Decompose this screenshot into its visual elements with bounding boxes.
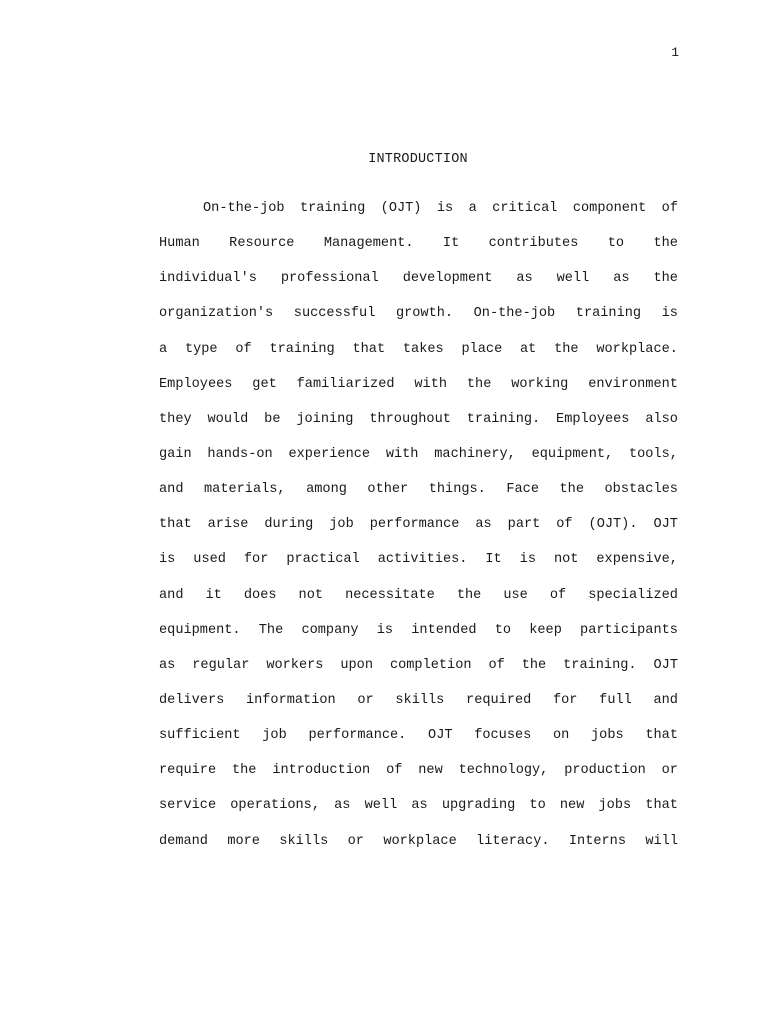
word: job — [329, 517, 354, 533]
word: company — [301, 622, 359, 638]
word: participants — [580, 622, 678, 638]
word: equipment, — [531, 446, 614, 462]
word: Resource — [229, 236, 295, 252]
word: is — [376, 622, 394, 638]
word: and — [653, 692, 678, 708]
word: introduction — [272, 763, 371, 779]
word: information — [245, 692, 336, 708]
word: training — [269, 341, 335, 357]
word: training — [575, 306, 642, 322]
word: skills — [279, 833, 329, 849]
word: professional — [280, 271, 379, 287]
word: the — [456, 587, 482, 603]
word: of — [386, 763, 403, 779]
word: technology, — [458, 763, 549, 779]
word: intended — [411, 622, 477, 638]
word: On-the-job — [203, 201, 285, 216]
word: get — [252, 376, 277, 392]
word: the — [559, 482, 584, 498]
word: environment — [588, 376, 678, 392]
word: skills — [395, 692, 445, 708]
word: will — [645, 833, 678, 849]
paragraph-line — [159, 407, 678, 442]
word: use — [503, 587, 528, 603]
word: contributes — [488, 236, 579, 252]
word: used — [193, 552, 226, 568]
word: arise — [207, 517, 249, 533]
word: require — [159, 763, 217, 779]
word: demand — [159, 833, 208, 849]
word: the — [231, 763, 257, 779]
word: is — [159, 552, 176, 568]
word: It — [442, 236, 460, 252]
word: OJT — [428, 728, 453, 744]
word: at — [520, 341, 537, 357]
word: type — [184, 341, 218, 357]
word: well — [364, 798, 398, 814]
word: delivers — [159, 692, 225, 708]
word: workplace — [383, 833, 457, 849]
word: throughout — [369, 411, 451, 427]
word: workplace. — [596, 341, 678, 357]
word: does — [243, 587, 277, 603]
word: Human — [159, 236, 200, 252]
word: place — [461, 341, 503, 357]
word: materials, — [204, 482, 286, 498]
word: on — [553, 728, 570, 744]
word: Employees — [159, 376, 233, 392]
word: new — [418, 763, 443, 779]
word: the — [521, 657, 547, 673]
paragraph-line — [159, 231, 678, 266]
word: (OJT) — [380, 201, 422, 216]
word: practical — [286, 552, 360, 568]
word: of — [549, 587, 567, 603]
word: of — [556, 517, 573, 533]
word: the — [554, 341, 579, 357]
word: upon — [340, 657, 373, 673]
word: successful — [293, 306, 376, 322]
word: also — [645, 411, 678, 427]
page-number: 1 — [671, 45, 679, 60]
word: things. — [428, 482, 486, 498]
word: equipment. — [159, 622, 241, 638]
word: takes — [402, 341, 444, 357]
word: upgrading — [441, 798, 516, 814]
word: that — [645, 798, 678, 814]
word: to — [494, 622, 512, 638]
word: that — [159, 517, 192, 533]
word: for — [243, 552, 269, 568]
word: training — [299, 201, 366, 216]
word: completion — [389, 657, 472, 673]
word: It — [485, 552, 502, 568]
word: during — [264, 517, 314, 533]
paragraph-line — [159, 723, 678, 758]
word: of — [235, 341, 252, 357]
word: of — [488, 657, 505, 673]
word: growth. — [395, 306, 454, 322]
word: or — [347, 833, 364, 849]
section-heading: INTRODUCTION — [368, 152, 468, 167]
word: specialized — [588, 587, 678, 603]
word: part — [507, 517, 541, 533]
word: performance. — [308, 728, 407, 744]
word: is — [661, 306, 678, 322]
word: as — [159, 657, 176, 673]
word: as — [411, 798, 428, 814]
word: service — [159, 798, 217, 814]
word: production — [564, 763, 646, 779]
word: (OJT). — [588, 517, 638, 533]
word: not — [553, 552, 579, 568]
word: that — [645, 728, 678, 744]
word: necessitate — [345, 587, 435, 603]
word: Face — [506, 482, 539, 498]
paragraph-line — [159, 758, 678, 793]
word: to — [607, 236, 625, 252]
paragraph-line — [159, 618, 678, 653]
word: or — [357, 692, 374, 708]
word: to — [529, 798, 546, 814]
word: the — [653, 236, 678, 252]
word: working — [511, 376, 569, 392]
word: obstacles — [604, 482, 678, 498]
word: and — [159, 587, 184, 603]
word: Employees — [556, 411, 630, 427]
word: organization's — [159, 306, 274, 322]
word: performance — [369, 517, 460, 533]
word: as — [613, 271, 630, 287]
word: training. — [466, 411, 541, 427]
word: well — [556, 271, 590, 287]
word: among — [306, 482, 347, 498]
word: gain — [159, 446, 192, 462]
word: OJT — [653, 517, 678, 533]
paragraph-line — [159, 829, 678, 864]
word: jobs — [591, 728, 624, 744]
word: Management. — [323, 236, 414, 252]
word: with — [414, 376, 448, 392]
word: it — [205, 587, 222, 603]
word: the — [466, 376, 492, 392]
word: component — [572, 201, 647, 216]
word: required — [466, 692, 532, 708]
word: training. — [563, 657, 637, 673]
word: as — [516, 271, 533, 287]
word: full — [599, 692, 632, 708]
word: hands-on — [207, 446, 273, 462]
word: would — [207, 411, 249, 427]
word: tools, — [628, 446, 678, 462]
word: literacy. — [476, 833, 550, 849]
word: OJT — [653, 657, 678, 673]
paragraph-line — [159, 547, 678, 582]
paragraph-line — [159, 301, 678, 336]
word: workers — [266, 657, 324, 673]
word: focuses — [474, 728, 532, 744]
word: operations, — [230, 798, 320, 814]
word: not — [298, 587, 324, 603]
word: and — [159, 482, 184, 498]
word: new — [559, 798, 585, 814]
paragraph-line — [159, 583, 678, 618]
word: individual's — [159, 271, 257, 287]
word: activities. — [377, 552, 468, 568]
paragraph-line — [159, 372, 678, 407]
word: sufficient — [159, 728, 241, 744]
paragraph-line — [159, 337, 678, 372]
word: a — [468, 201, 477, 216]
word: regular — [192, 657, 250, 673]
word: On-the-job — [473, 306, 556, 322]
word: they — [159, 411, 192, 427]
paragraph-line — [159, 688, 678, 723]
body-paragraph — [159, 196, 678, 864]
word: development — [402, 271, 493, 287]
word: jobs — [598, 798, 632, 814]
word: as — [475, 517, 492, 533]
word: keep — [529, 622, 562, 638]
word: expensive, — [596, 552, 678, 568]
word: other — [367, 482, 409, 498]
word: is — [519, 552, 536, 568]
word: critical — [492, 201, 558, 216]
word: a — [159, 341, 168, 357]
paragraph-line — [159, 196, 678, 231]
word: for — [552, 692, 578, 708]
word: that — [352, 341, 386, 357]
word: machinery, — [434, 446, 516, 462]
word: The — [258, 622, 284, 638]
word: Interns — [568, 833, 626, 849]
word: experience — [288, 446, 371, 462]
word: of — [661, 201, 678, 216]
word: be — [264, 411, 281, 427]
word: is — [436, 201, 454, 216]
paragraph-line — [159, 477, 678, 512]
paragraph-line — [159, 793, 678, 828]
word: with — [385, 446, 419, 462]
word: more — [227, 833, 260, 849]
paragraph-line — [159, 442, 678, 477]
word: the — [653, 271, 678, 287]
word: or — [661, 763, 678, 779]
paragraph-line — [159, 266, 678, 301]
word: familiarized — [296, 376, 395, 392]
word: as — [334, 798, 351, 814]
paragraph-line — [159, 653, 678, 688]
word: joining — [296, 411, 354, 427]
paragraph-line — [159, 512, 678, 547]
word: job — [262, 728, 287, 744]
